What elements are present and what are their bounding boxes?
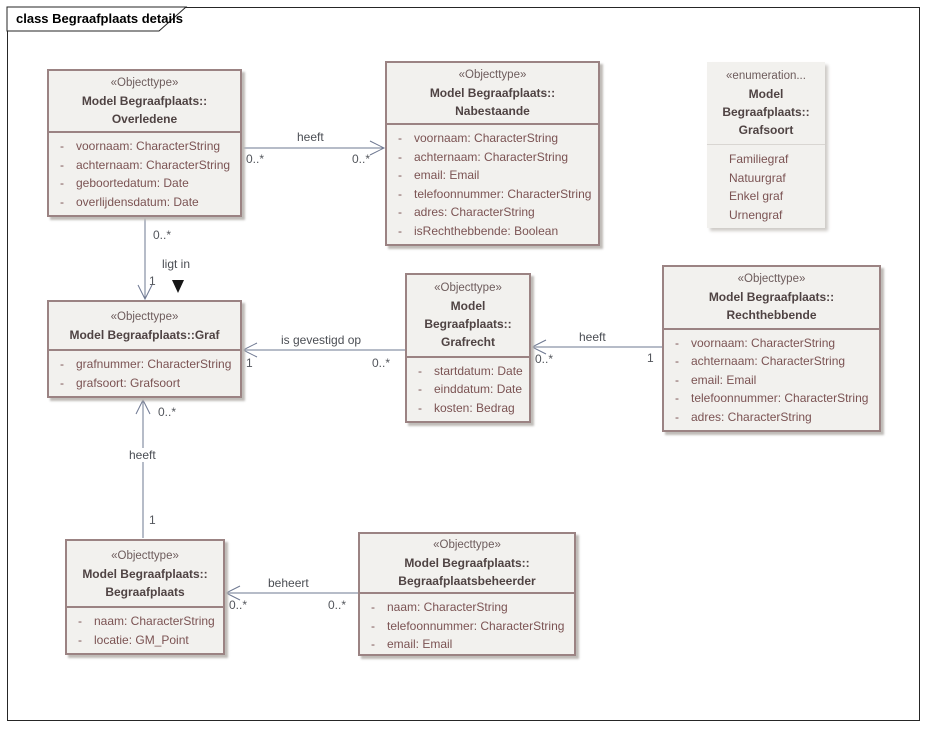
connector-label-heeft: heeft: [126, 448, 159, 462]
attribute-text: telefoonnummer: CharacterString: [414, 186, 592, 201]
attribute-text: achternaam: CharacterString: [691, 354, 846, 368]
class-name: Begraafplaats: [105, 584, 185, 599]
attribute-row: [360, 635, 572, 654]
attribute-row: [49, 156, 238, 175]
enumeration-literal: Familiegraf: [729, 152, 789, 166]
class-name: Grafsoort: [738, 123, 794, 137]
visibility-marker: -: [675, 391, 679, 405]
attribute-text: naam: CharacterString: [94, 614, 215, 628]
multiplicity-label: 0..*: [158, 405, 177, 419]
attribute-row: [387, 129, 596, 148]
attribute-row: [387, 203, 596, 222]
class-header: [360, 534, 574, 592]
attribute-row: [407, 362, 527, 381]
attribute-text: achternaam: CharacterString: [414, 149, 569, 164]
attribute-text: adres: CharacterString: [691, 409, 812, 424]
class-name: Rechthebbende: [726, 308, 817, 323]
stereotype-label: «Objecttype»: [458, 69, 527, 81]
class-name: Begraafplaats::: [424, 317, 512, 332]
class-name: Model: [748, 87, 784, 101]
class-header: [707, 62, 825, 144]
visibility-marker: -: [675, 409, 679, 424]
visibility-marker: -: [398, 149, 402, 164]
class-box-nabestaande[interactable]: [385, 61, 600, 246]
attribute-text: overlijdensdatum: Date: [76, 194, 199, 209]
attribute-row: [664, 352, 877, 371]
attribute-text: voornaam: CharacterString: [414, 131, 559, 145]
visibility-marker: -: [60, 139, 64, 153]
multiplicity-label: 1: [149, 513, 156, 527]
enumeration-values: [707, 144, 825, 228]
class-name: Overledene: [111, 112, 178, 126]
class-name: Model Begraafplaats::: [404, 556, 530, 570]
direction-indicator-icon: [172, 280, 184, 293]
attribute-compartment: [49, 131, 240, 215]
attribute-row: [67, 631, 221, 650]
connector-label-heeft: heeft: [297, 130, 324, 144]
multiplicity-label: 0..*: [246, 152, 265, 166]
attribute-compartment: [664, 328, 879, 431]
visibility-marker: -: [398, 205, 402, 219]
attribute-compartment: [407, 356, 529, 422]
attribute-row: [387, 222, 596, 241]
class-header: [67, 541, 223, 606]
visibility-marker: -: [398, 223, 402, 238]
class-name: Model Begraafplaats::: [708, 290, 835, 305]
attribute-row: [67, 612, 221, 631]
stereotype-label: «Objecttype»: [737, 273, 806, 286]
class-box-grafrecht[interactable]: [405, 273, 531, 423]
multiplicity-label: 1: [647, 351, 654, 365]
visibility-marker: -: [371, 600, 375, 614]
attribute-text: voornaam: CharacterString: [691, 335, 836, 350]
attribute-row: [407, 399, 527, 418]
attribute-row: [664, 408, 877, 427]
visibility-marker: -: [60, 375, 64, 390]
attribute-row: [49, 174, 238, 193]
visibility-marker: -: [675, 372, 679, 387]
attribute-row: [387, 185, 596, 204]
visibility-marker: -: [60, 157, 64, 172]
multiplicity-label: 0..*: [328, 598, 347, 612]
attribute-text: locatie: GM_Point: [94, 632, 189, 647]
class-box-rechthebbende[interactable]: [662, 265, 881, 432]
class-name: Grafrecht: [440, 335, 496, 350]
visibility-marker: -: [675, 354, 679, 368]
attribute-row: [49, 137, 238, 156]
stereotype-label: «Objecttype»: [110, 77, 179, 89]
attribute-text: kosten: Bedrag: [434, 400, 515, 415]
visibility-marker: -: [398, 186, 402, 201]
class-header: [664, 267, 879, 328]
connector-label-is-gevestigd-op: is gevestigd op: [281, 333, 362, 347]
stereotype-label: «Objecttype»: [434, 282, 502, 295]
visibility-marker: -: [60, 176, 64, 190]
connector-label-beheert: beheert: [268, 576, 309, 590]
class-name: Model Begraafplaats::Graf: [69, 327, 220, 342]
attribute-row: [49, 193, 238, 212]
attribute-text: geboortedatum: Date: [76, 176, 189, 190]
class-box-begraafplaats[interactable]: [65, 539, 225, 655]
attribute-text: startdatum: Date: [434, 363, 523, 378]
connector-label-heeft: heeft: [579, 330, 606, 344]
attribute-compartment: [49, 349, 240, 396]
attribute-row: [49, 374, 238, 393]
visibility-marker: -: [78, 632, 82, 647]
attribute-row: [664, 389, 877, 408]
class-name: Nabestaande: [455, 104, 530, 118]
stereotype-label: «enumeration...: [726, 70, 806, 82]
enumeration-literal: Urnengraf: [729, 207, 783, 222]
class-header: [407, 275, 529, 356]
multiplicity-label: 0..*: [352, 152, 371, 166]
class-name: Model Begraafplaats::: [429, 86, 556, 100]
class-box-overledene[interactable]: [47, 69, 242, 217]
visibility-marker: -: [371, 618, 375, 633]
multiplicity-label: 1: [149, 274, 156, 288]
attribute-text: email: Email: [387, 637, 453, 651]
diagram-title: class Begraafplaats details: [16, 11, 183, 26]
class-box-begraafplaatsbeheerder[interactable]: [358, 532, 576, 656]
multiplicity-label: 0..*: [535, 352, 554, 366]
class-name: Model Begraafplaats::: [81, 94, 208, 108]
attribute-compartment: [387, 123, 598, 244]
class-box-graf[interactable]: [47, 300, 242, 398]
attribute-text: adres: CharacterString: [414, 205, 535, 219]
attribute-row: [664, 371, 877, 390]
attribute-row: [387, 148, 596, 167]
visibility-marker: -: [60, 357, 64, 371]
visibility-marker: -: [418, 382, 422, 396]
class-header: [387, 63, 598, 123]
attribute-compartment: [67, 606, 223, 653]
multiplicity-label: 0..*: [153, 228, 172, 242]
class-header: [49, 71, 240, 131]
visibility-marker: -: [78, 614, 82, 628]
attribute-row: [360, 598, 572, 617]
multiplicity-label: 1: [246, 356, 253, 370]
attribute-row: [664, 334, 877, 353]
attribute-text: email: Email: [414, 168, 480, 182]
visibility-marker: -: [398, 168, 402, 182]
visibility-marker: -: [60, 194, 64, 209]
visibility-marker: -: [371, 637, 375, 651]
multiplicity-label: 0..*: [229, 598, 248, 612]
visibility-marker: -: [675, 335, 679, 350]
attribute-text: grafnummer: CharacterString: [76, 357, 232, 371]
multiplicity-label: 0..*: [372, 356, 391, 370]
attribute-text: grafsoort: Grafsoort: [76, 375, 181, 390]
attribute-text: einddatum: Date: [434, 382, 523, 396]
visibility-marker: -: [418, 400, 422, 415]
stereotype-label: «Objecttype»: [111, 549, 179, 562]
attribute-row: [407, 380, 527, 399]
attribute-row: [387, 166, 596, 185]
class-name: Begraafplaatsbeheerder: [398, 574, 536, 588]
attribute-text: isRechthebbende: Boolean: [414, 223, 559, 238]
attribute-text: email: Email: [691, 372, 757, 387]
attribute-text: telefoonnummer: CharacterString: [691, 391, 869, 405]
visibility-marker: -: [418, 363, 422, 378]
enumeration-literal: Natuurgraf: [729, 170, 786, 185]
connector-label-ligt-in: ligt in: [162, 257, 191, 271]
stereotype-label: «Objecttype»: [110, 310, 179, 323]
class-name: Begraafplaats::: [722, 105, 810, 119]
attribute-text: voornaam: CharacterString: [76, 139, 221, 153]
stereotype-label: «Objecttype»: [433, 539, 501, 551]
class-header: [49, 302, 240, 349]
enumeration-literal: Enkel graf: [729, 189, 784, 203]
attribute-text: telefoonnummer: CharacterString: [387, 618, 565, 633]
attribute-compartment: [360, 592, 574, 658]
visibility-marker: -: [398, 131, 402, 145]
class-name: Model: [450, 299, 486, 314]
attribute-text: naam: CharacterString: [387, 600, 508, 614]
attribute-text: achternaam: CharacterString: [76, 157, 231, 172]
class-name: Model Begraafplaats::: [82, 566, 208, 581]
enumeration-box-grafsoort[interactable]: [707, 62, 825, 228]
attribute-row: [360, 617, 572, 636]
attribute-row: [49, 355, 238, 374]
